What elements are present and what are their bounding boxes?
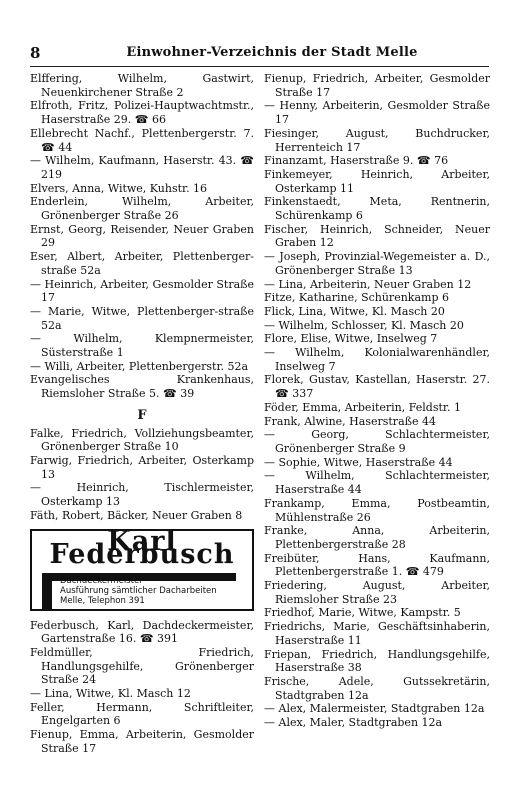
directory-entry: Fäth, Robert, Bäcker, Neuer Graben 8 <box>30 508 243 522</box>
entries-group-e <box>30 72 254 401</box>
directory-entry: Feldmüller, Friedrich, Handlungsgehilfe, Grönenberger Straße 24 <box>30 645 254 687</box>
directory-entry: — Wilhelm, Schlosser, Kl. Masch 20 <box>264 318 464 332</box>
directory-entry: — Joseph, Provinzial-Wegemeister a. D., Grönenberger Straße 13 <box>264 250 490 277</box>
directory-entry: — Marie, Witwe, Plettenberger-straße 52a <box>30 304 254 332</box>
directory-entry: Feller, Hermann, Schriftleiter, Engelgarten 6 <box>30 700 254 728</box>
directory-entry: Fiesinger, August, Buchdrucker, Herrenteich 17 <box>264 126 490 154</box>
directory-entry: Elfroth, Fritz, Polizei-Hauptwachtmstr., Haserstraße 29. ☎ 66 <box>30 99 254 127</box>
directory-entry: Falke, Friedrich, Vollziehungsbeamter, Grönenberger Straße 10 <box>30 426 254 454</box>
page-header <box>30 44 490 66</box>
directory-entry: — Wilhelm, Kolonialwarenhändler, Inselweg 7 <box>264 346 490 373</box>
directory-entry: Friedering, August, Arbeiter, Riemsloher Straße 23 <box>264 579 490 606</box>
directory-entry: — Henny, Arbeiterin, Gesmolder Straße 17 <box>264 99 490 127</box>
advertisement <box>30 525 254 611</box>
directory-entry: Elvers, Anna, Witwe, Kuhstr. 16 <box>30 181 208 195</box>
entries-group-f2 <box>30 619 254 756</box>
directory-entry: — Heinrich, Tischlermeister, Osterkamp 13 <box>30 481 254 509</box>
ad-line: Melle, Telephon 391 <box>60 595 145 606</box>
left-column <box>30 72 254 756</box>
section-letter-f: F <box>137 407 147 423</box>
directory-entry: — Wilhelm, Klempnermeister, Süsterstraße 1 <box>30 332 254 360</box>
page-number: 8 <box>30 44 41 62</box>
directory-entry: Ernst, Georg, Reisender, Neuer Graben 29 <box>30 222 254 250</box>
directory-entry: Florek, Gustav, Kastellan, Haserstr. 27. ☎ 337 <box>264 373 490 401</box>
ad-details <box>60 576 217 606</box>
directory-entry: Föder, Emma, Arbeiterin, Feldstr. 1 <box>264 400 461 414</box>
page-title: Einwohner-Verzeichnis der Stadt Melle <box>126 45 418 60</box>
directory-entry: — Lina, Witwe, Kl. Masch 12 <box>30 687 191 701</box>
ad-company-name: Karl Federbusch <box>49 525 235 571</box>
directory-entry: Finanzamt, Haserstraße 9. ☎ 76 <box>264 154 449 168</box>
directory-entry: Franke, Anna, Arbeiterin, Plettenbergerstraße 28 <box>264 524 490 551</box>
directory-entry: Friepan, Friedrich, Handlungsgehilfe, Haserstraße 38 <box>264 647 490 675</box>
directory-entry: Fischer, Heinrich, Schneider, Neuer Graben 12 <box>264 222 490 250</box>
directory-entry: — Georg, Schlachtermeister, Grönenberger Straße 9 <box>264 428 490 455</box>
directory-entry: Finkenstaedt, Meta, Rentnerin, Schürenkamp 6 <box>264 195 490 223</box>
directory-entry: — Alex, Malermeister, Stadtgraben 12a <box>264 702 485 716</box>
directory-entry: — Wilhelm, Schlachtermeister, Haserstraße 44 <box>264 469 490 497</box>
directory-entry: Eser, Albert, Arbeiter, Plettenberger-straße 52a <box>30 250 254 277</box>
entries-group-f3 <box>264 72 490 730</box>
directory-entry: Friedrichs, Marie, Geschäftsinhaberin, Haserstraße 11 <box>264 620 490 647</box>
directory-entry: Frank, Alwine, Haserstraße 44 <box>264 414 436 428</box>
directory-entry: Finkemeyer, Heinrich, Arbeiter, Osterkamp 11 <box>264 167 490 195</box>
right-column <box>264 72 490 730</box>
directory-entry: Friedhof, Marie, Witwe, Kampstr. 5 <box>264 606 461 620</box>
directory-entry: Fienup, Friedrich, Arbeiter, Gesmolder Straße 17 <box>264 72 490 99</box>
directory-entry: Evangelisches Krankenhaus, Riemsloher Straße 5. ☎ 39 <box>30 373 254 401</box>
directory-entry: Elffering, Wilhelm, Gastwirt, Neuenkirchener Straße 2 <box>30 72 254 99</box>
header-rule <box>30 66 489 67</box>
directory-entry: Ellebrecht Nachf., Plettenbergerstr. 7. ☎ 44 <box>30 126 254 154</box>
directory-entry: Federbusch, Karl, Dachdeckermeister, Gartenstraße 16. ☎ 391 <box>30 618 254 646</box>
directory-entry: Freibüter, Hans, Kaufmann, Plettenbergerstraße 1. ☎ 479 <box>264 551 490 579</box>
directory-entry: Enderlein, Wilhelm, Arbeiter, Grönenberger Straße 26 <box>30 195 254 223</box>
directory-entry: Flick, Lina, Witwe, Kl. Masch 20 <box>264 304 445 318</box>
directory-entry: — Lina, Arbeiterin, Neuer Graben 12 <box>264 277 472 291</box>
directory-entry: Fitze, Katharine, Schürenkamp 6 <box>264 291 449 305</box>
directory-entry: Flore, Elise, Witwe, Inselweg 7 <box>264 332 438 346</box>
directory-entry: Farwig, Friedrich, Arbeiter, Osterkamp 13 <box>30 453 254 481</box>
ad-line: Ausführung sämtlicher Dacharbeiten <box>60 585 217 596</box>
directory-entry: Fienup, Emma, Arbeiterin, Gesmolder Straße 17 <box>30 728 254 755</box>
directory-entry: — Willi, Arbeiter, Plettenbergerstr. 52a <box>30 359 249 373</box>
directory-entry: — Alex, Maler, Stadtgraben 12a <box>264 716 443 730</box>
directory-entry: — Sophie, Witwe, Haserstraße 44 <box>264 455 453 469</box>
ad-line: Dachdeckermeister <box>60 575 143 586</box>
directory-entry: Frische, Adele, Gutssekretärin, Stadtgraben 12a <box>264 674 490 702</box>
directory-entry: — Heinrich, Arbeiter, Gesmolder Straße 17 <box>30 277 254 305</box>
directory-entry: — Wilhelm, Kaufmann, Haserstr. 43. ☎ 219 <box>30 154 254 181</box>
entries-group-f1 <box>30 427 254 523</box>
directory-entry: Frankamp, Emma, Postbeamtin, Mühlenstraße 26 <box>264 496 490 524</box>
